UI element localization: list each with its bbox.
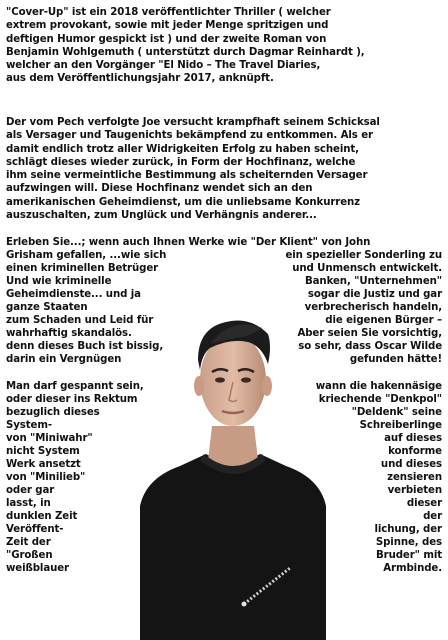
wrap-right-line: und dieses: [380, 459, 442, 470]
wrap-right-line: so sehr, dass Oscar Wilde: [298, 341, 442, 352]
intro-line: Benjamin Wohlgemuth ( unterstützt durch Dagmar Reinhardt ),: [6, 46, 365, 58]
wrap-right-line: der: [423, 511, 442, 522]
synopsis-line: aufzwingen will. Diese Hochfinanz wendet sich an den: [6, 183, 313, 195]
wrap-left-line: bezuglich dieses: [6, 407, 100, 418]
wrap-left-line: von "Miniwahr": [6, 433, 93, 444]
wrap-right-line: konforme: [388, 446, 442, 457]
wrap-left-line: System-: [6, 420, 52, 431]
wrap-right-line: gefunden hätte!: [349, 354, 442, 365]
wrap-left-line: Grisham gefallen, ...wie sich: [6, 250, 167, 261]
wrap-left-line: "Großen: [6, 550, 53, 561]
wrap-left-line: lasst, in: [6, 498, 51, 509]
synopsis-line: damit endlich trotz aller Widrigkeiten Erfolg zu haben scheint,: [6, 143, 359, 155]
wrap-right-line: auf dieses: [384, 433, 442, 444]
wrap-left-line: wahrhaftig skandalös.: [6, 328, 132, 339]
wrap-right-line: verbrecherisch handeln,: [304, 302, 442, 313]
synopsis-line: Der vom Pech verfolgte Joe versucht krampfhaft seinem Schicksal: [6, 117, 380, 128]
wrap-right-line: "Deldenk" seine: [351, 407, 442, 418]
wrap-right-line: verbieten: [387, 485, 442, 496]
synopsis-line: amerikanischen Geheimdienst, um die unliebsame Konkurrenz: [6, 196, 361, 208]
wrap-left-line: von "Minilieb": [6, 472, 86, 483]
wrap-right-line: zensieren: [387, 472, 442, 483]
wrap-left-line: zum Schaden und Leid für: [6, 315, 154, 326]
synopsis-line: schlägt dieses wieder zurück, in Form der Hochfinanz, welche: [6, 156, 356, 168]
wrap-right-line: kriechende "Denkpol": [318, 394, 442, 405]
wrap-right-line: wann die hakennäsige: [315, 381, 442, 392]
wrap-left-line: Geheimdienste... und ja: [6, 289, 141, 300]
wrap-right-line: dieser: [406, 498, 442, 509]
synopsis-line: ihm seine vermeintliche Bestimmung als scheiternden Versager: [6, 170, 368, 182]
wrap-right-line: sogar die Justiz und gar: [307, 289, 442, 300]
wrap-left-line: dunklen Zeit: [6, 511, 78, 522]
intro-paragraph: [6, 6, 442, 86]
wrap-left-line: denn dieses Buch ist bissig,: [6, 341, 164, 352]
wrap-left-line: oder gar: [6, 485, 55, 496]
intro-line: "Cover-Up" ist ein 2018 veröffentlichter Thriller ( welcher: [6, 7, 331, 18]
wrap-left-line: weißblauer: [6, 563, 69, 574]
wrap-left-line: Man darf gespannt sein,: [6, 381, 144, 392]
wrap-right-line: Bruder" mit: [376, 550, 442, 561]
author-portrait: [140, 298, 326, 640]
wrap-left-line: einen kriminellen Betrüger: [6, 263, 159, 274]
wrap-right-line: ein spezieller Sonderling zu: [285, 250, 442, 261]
wrap-left-line: Veröffent-: [6, 524, 64, 535]
wrap-right-line: Spinne, des: [375, 537, 442, 548]
wrap-right-line: und Unmensch entwickelt.: [292, 263, 442, 274]
wrap-left-line: darin ein Vergnügen: [6, 354, 122, 365]
wrap-left-line: oder dieser ins Rektum: [6, 394, 138, 405]
synopsis-paragraph: [6, 116, 442, 222]
wrap-left-line: Und wie kriminelle: [6, 276, 112, 287]
wrap-left-line: Zeit der: [6, 537, 51, 548]
intro-line: deftigen Humor gespickt ist ) und der zweite Roman von: [6, 33, 327, 45]
intro-line: welcher an den Vorgänger "El Nido – The Travel Diaries,: [6, 60, 321, 72]
wrap-left-line: ganze Staaten: [6, 302, 88, 313]
wrap-right-line: Armbinde.: [383, 563, 442, 574]
synopsis-line: auszuschalten, zum Unglück und Verhängnis anderer...: [6, 210, 317, 222]
wrap-right-line: Aber seien Sie vorsichtig,: [297, 328, 442, 339]
intro-line: extrem provokant, sowie mit jeder Menge spritzigen und: [6, 20, 329, 32]
wrap-left-line: Erleben Sie...; wenn auch Ihnen Werke wie "Der Klient" von John: [6, 237, 371, 248]
synopsis-line: als Versager und Taugenichts bekämpfend zu entkommen. Als er: [6, 130, 373, 142]
wrap-right-line: lichung, der: [374, 524, 442, 535]
wrap-right-line: die eigenen Bürger –: [325, 315, 442, 326]
intro-line: aus dem Veröffentlichungsjahr 2017, anknüpft.: [6, 73, 274, 85]
wrap-right-line: Banken, "Unternehmen": [304, 276, 442, 287]
wrap-left-line: nicht System: [6, 446, 80, 457]
wrap-left-line: Werk ansetzt: [6, 459, 81, 470]
wrap-right-line: Schreiberlinge: [359, 420, 442, 431]
